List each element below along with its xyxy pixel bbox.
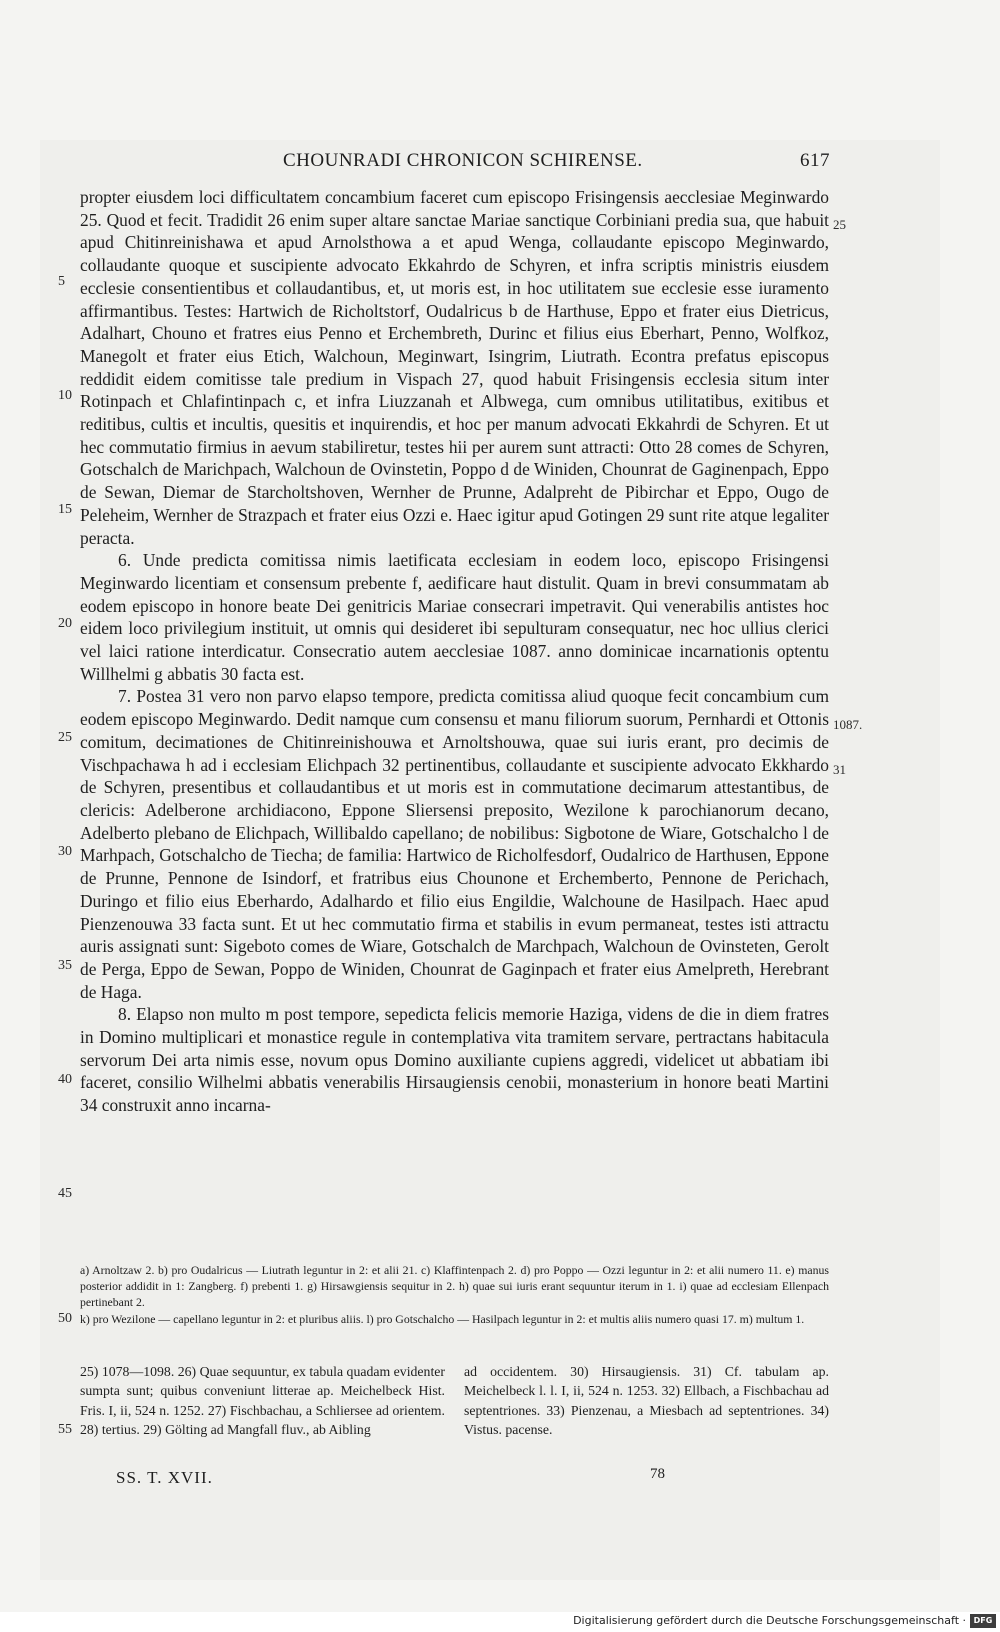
- line-number: 5: [58, 274, 65, 289]
- line-number: 10: [58, 388, 72, 403]
- commentary-left: [80, 1362, 445, 1440]
- line-number: 20: [58, 616, 72, 631]
- line-number: 25: [58, 730, 72, 745]
- critical-apparatus: [80, 1262, 829, 1327]
- critical-note: k) pro Wezilone — capellano leguntur in 2: et pluribus aliis. l) pro Gotschalcho — Hasilpach leguntur in 2: et multis aliis numero quasi 17. m) multum 1.: [80, 1311, 805, 1326]
- digitization-footer: [0, 1612, 1000, 1632]
- line-number: 50: [58, 1311, 72, 1326]
- margin-ref: 25: [833, 217, 846, 232]
- line-number: 30: [58, 844, 72, 859]
- line-number: 15: [58, 502, 72, 517]
- section-6: 6. Unde predicta comitissa nimis laetificata ecclesiam in eodem loco, episcopo Frisingensi Meginwardo licentiam et consensum prebente f, aedificare haut distulit. Quam in brevi consummatam ab eodem episcopo in honore beate Dei genitricis Mariae consecrari impetravit. Qui venerabilis antistes hoc eidem loco privilegium instituit, ut omnis qui desideret ibi sepulturam consequatur, nec hoc ullius clerici vel laici ratione interdicatur. Consecratio autem aecclesiae 1087. anno dominicae incarnationis optentu Willhelmi g abbatis 30 facta est.: [80, 550, 829, 684]
- line-number: 40: [58, 1072, 72, 1087]
- dfg-logo: DFG: [970, 1614, 996, 1628]
- commentary-right: [464, 1362, 829, 1440]
- section-8: 8. Elapso non multo m post tempore, sepedicta felicis memorie Haziga, videns de die in diem fratres in Domino multiplicari et monastice regule in contemplativa vita tramitem servare, pertractans habitacula servorum Dei arta nimis esse, novum opus Domino auxiliante cupiens aggredi, videlicet ut abbatiam ibi faceret, consilio Wilhelmi abbatis venerabilis Hirsaugiensis cenobii, monasterium in honore beati Martini 34 construxit anno incarna-: [80, 1004, 829, 1116]
- section-7: 7. Postea 31 vero non parvo elapso tempore, predicta comitissa aliud quoque fecit concambium cum eodem episcopo Meginwardo. Dedit namque cum consensu et manu filiorum suorum, Pernhardi et Ottonis comitum, decimationes de Chitinreinishouwa et Arnoltshouwa, quae sui iuris erant, pro decimis de Vischpachawa h ad i ecclesiam Elichpach 32 pertinentibus, collaudante et suscipiente advocato Ekkhardo de Schyren, presentibus et collaudantibus et ut moris est in commutatione decimarum attestantibus, de clericis: Adelberone archidiacono, Eppone Sliersensi preposito, Wezilone k parochianorum decano, Adelberto plebano de Elichpach, Willibaldo capellano; de nobilibus: Sigbotone de Wiare, Gotschalcho l de Marhpach, Gotschalcho de Tiecha; de familia: Hartwico de Richolfesdorf, Oudalrico de Harthusen, Eppone de Prunne, Pennone de Isindorf, et fratribus eius Chounone et Erchemberto, Pennone de Perichach, Duringo et filio eius Eberhardo, Adalhardo et filio eius Engildie, Walchoune de Hasilpach. Haec apud Pienzenouwa 33 facta sunt. Et ut hec commutatio firma et stabilis in evum permaneat, testes isti attractu auris assignati sunt: Sigeboto comes de Wiare, Gotschalch de Marchpach, Walchoun de Ovinsteten, Gerolt de Perga, Eppo de Sewan, Poppo de Winiden, Chounrat de Gaginpach et frater eius Amelpreth, Herebrant de Haga.: [80, 686, 829, 1002]
- running-header: [80, 150, 830, 174]
- running-title: CHOUNRADI CHRONICON SCHIRENSE.: [283, 150, 643, 171]
- margin-ref: 31: [833, 762, 846, 777]
- margin-year: 1087.: [833, 717, 863, 732]
- commentary-text: 25) 1078—1098. 26) Quae sequuntur, ex tabula quadam evidenter sumpta sunt; quibus conveniunt litterae ap. Meichelbeck Hist. Fris. I, ii, 524 n. 1252. 27) Fischbachau, a Schliersee ad orientem. 28) tertius. 29) Gölting ad Mangfall fluv., ab Aibling: [80, 1364, 445, 1438]
- commentary-notes: [80, 1362, 829, 1440]
- line-number: 45: [58, 1186, 72, 1201]
- signature-mark: SS. T. XVII.: [116, 1468, 213, 1487]
- sheet-number: 78: [650, 1466, 665, 1482]
- paragraph: propter eiusdem loci difficultatem concambium faceret cum episcopo Frisingensis aecclesiae Meginwardo 25. Quod et fecit. Tradidit 26 enim super altare sanctae Mariae sanctique Corbiniani predia sua, que habuit apud Chitinreinishawa et apud Arnolsthowa a et apud Wenga, collaudante episcopo Meginwardo, collaudante quoque et suscipiente advocato Ekkahrdo de Schyren, et infra scriptis ministris eiusdem ecclesie consentientibus et collaudantibus, et, ut moris est, in hoc utilitatem sue ecclesie esse iuramento affirmantibus. Testes: Hartwich de Richoltstorf, Oudalricus b de Harthuse, Eppo et frater eius Dietricus, Adalhart, Chouno et fratres eius Penno et Erchembreth, Durinc et filius eius Eberhart, Penno, Wolfkoz, Manegolt et frater eius Etich, Walchoun, Meginwart, Isingrim, Liutrath. Econtra prefatus episcopus reddidit eidem comitisse tale predium in Vispach 27, quod habuit Frisingensis ecclesia situm inter Rotinpach et Chlafintinpach c, et infra Liuzzanah et Albwega, cum omnibus utilitatibus, exitibus et reditibus, cultis et incultis, quesitis et inquirendis, et hoc per manum advocati Ekkahrdi de Schyren. Et ut hec commutatio firmius in aevum stabiliretur, testes hii per aurem sunt attracti: Otto 28 comes de Schyren, Gotschalch de Marichpach, Walchoun de Ovinstetin, Poppo d de Winiden, Chounrat de Gaginenpach, Eppo de Sewan, Diemar de Starcholtshoven, Wernher de Prunne, Adalpreht de Pibirchar et Eppo, Ougo de Peleheim, Wernher de Strazpach et frater eius Ozzi e. Haec igitur apud Gotingen 29 sunt rite atque legaliter peracta.: [80, 187, 829, 548]
- commentary-text: ad occidentem. 30) Hirsaugiensis. 31) Cf. tabulam ap. Meichelbeck l. l. I, ii, 524 n. 1253. 32) Ellbach, a Fischbachau ad septentriones. 33) Pienzenau, a Miesbach ad septentriones. 34) Vistus. pacense.: [464, 1364, 829, 1438]
- main-text: [80, 186, 829, 1117]
- line-number: 55: [58, 1422, 72, 1437]
- line-number: 35: [58, 958, 72, 973]
- footer-text: Digitalisierung gefördert durch die Deutsche Forschungsgemeinschaft ·: [573, 1614, 966, 1627]
- critical-note: a) Arnoltzaw 2. b) pro Oudalricus — Liutrath leguntur in 2: et alii 21. c) Klaffintenpach 2. d) pro Poppo — Ozzi leguntur in 2: et alii numero 11. e) manus posterior addidit in 1: Zangberg. f) prebenti 1. g) Hirsawgiensis sequitur in 2. h) quae sui iuris erant sequuntur iterum in 1. i) quae ad ecclesiam Ellenpach pertinebant 2.: [80, 1263, 829, 1310]
- page-number: 617: [800, 150, 830, 171]
